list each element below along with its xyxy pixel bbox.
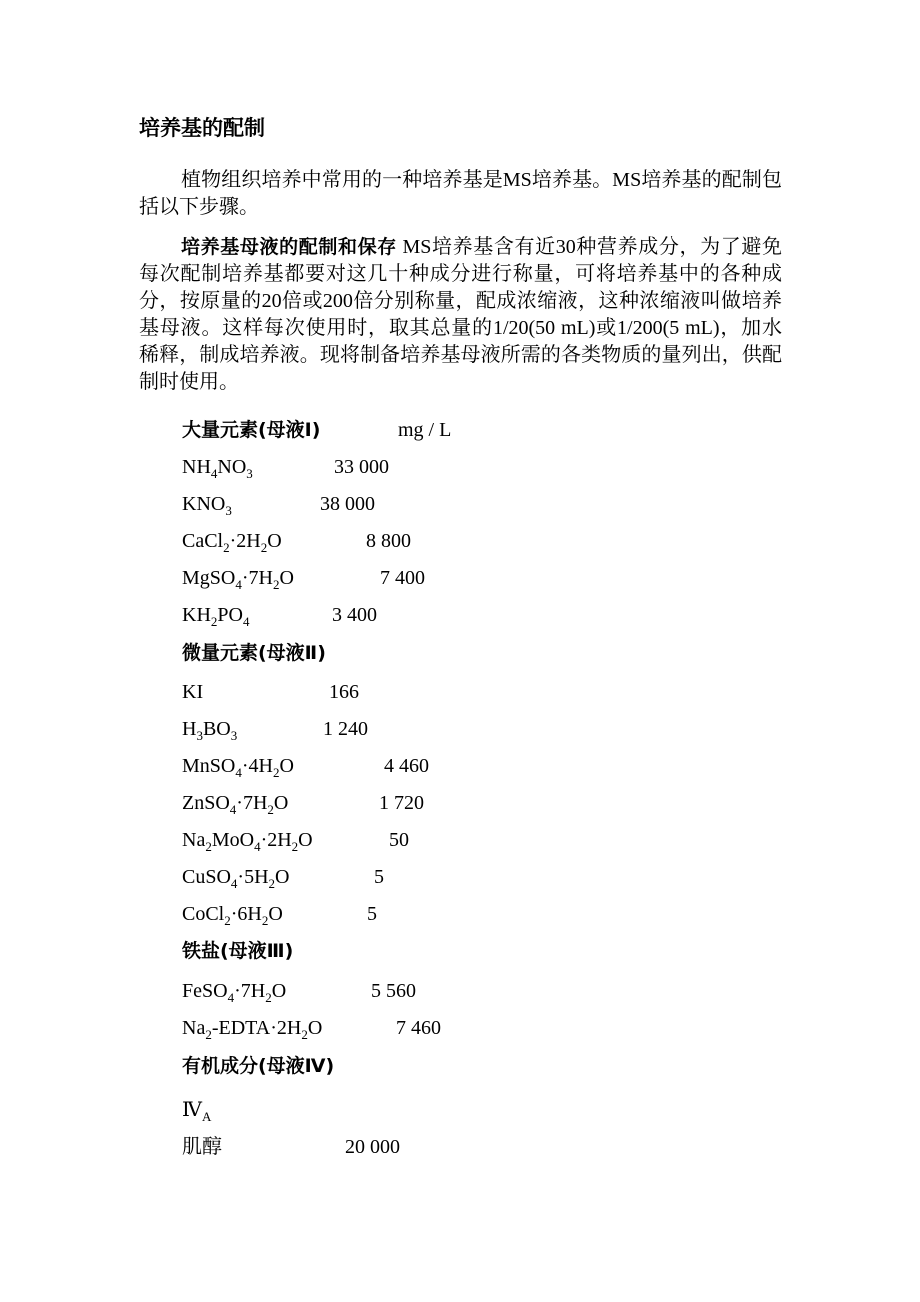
compound-name: $NH_4NO_3$ [182, 456, 253, 481]
compound-name: $H_3BO_3$ [182, 718, 238, 743]
compound-amount: 1 240 [323, 718, 368, 740]
compound-amount: 4 460 [384, 755, 429, 777]
compound-amount: 20 000 [345, 1136, 400, 1158]
compound-name: $CoCl_2\cdot 6H_2O$ [182, 903, 283, 928]
compound-amount: 50 [389, 829, 409, 851]
compound-amount: 3 400 [332, 604, 377, 626]
section-text: MS培养基含有近30种营养成分，为了避免每次配制培养基都要对这几十种成分进行称量，可将培养基中的各种成分，按原量的20倍或200倍分别称量，配成浓缩液，这种浓缩液叫做培养基母液。这样每次使用时，取其总量的1/20(50 mL)或1/200(5 mL)，加水稀释，制成培养液。现将制备培养基母液所需的各类物质的量列出，供配制时使用。 [139, 236, 782, 393]
compound-amount: 5 [374, 866, 384, 888]
unit-label: mg / L [398, 419, 452, 441]
intro-paragraph: 植物组织培养中常用的一种培养基是MS培养基。MS培养基的配制包括以下步骤。 [139, 169, 782, 218]
compound-name: $KH_2PO_4$ [182, 604, 250, 629]
compound-name: $KNO_3$ [182, 493, 232, 518]
section-heading: 培养基母液的配制和保存 [181, 236, 397, 258]
stock-solution-paragraph [139, 234, 782, 396]
compound-amount: 5 560 [371, 980, 416, 1002]
organic-heading: 有机成分(母液Ⅳ) [182, 1055, 335, 1077]
compound-name: $MnSO_4\cdot 4H_2O$ [182, 755, 294, 780]
micro-heading: 微量元素(母液Ⅱ) [182, 642, 326, 664]
compound-amount: 33 000 [334, 456, 389, 478]
compound-name: $CuSO_4\cdot 5H_2O$ [182, 866, 290, 891]
compound-amount: 7 400 [380, 567, 425, 589]
organic-subgroup-label: $Ⅳ_A$ [182, 1099, 212, 1124]
compound-name: $FeSO_4\cdot 7H_2O$ [182, 980, 287, 1005]
compound-amount: 1 720 [379, 792, 424, 814]
compound-name: $CaCl_2\cdot 2H_2O$ [182, 530, 282, 555]
compound-name: $Na_2MoO_4\cdot 2H_2O$ [182, 829, 313, 854]
compound-name: $MgSO_4\cdot 7H_2O$ [182, 567, 294, 592]
macro-heading: 大量元素(母液Ⅰ) [182, 419, 321, 441]
iron-heading: 铁盐(母液Ⅲ) [182, 940, 294, 962]
page-title: 培养基的配制 [139, 116, 265, 140]
compound-amount: 38 000 [320, 493, 375, 515]
compound-amount: 5 [367, 903, 377, 925]
compound-name: $Na_2-EDTA\cdot 2H_2O$ [182, 1017, 323, 1042]
compound-name: 肌醇 [182, 1136, 222, 1158]
compound-amount: 8 800 [366, 530, 411, 552]
compound-amount: 7 460 [396, 1017, 441, 1039]
compound-amount: 166 [329, 681, 359, 703]
compound-name: $ZnSO_4\cdot 7H_2O$ [182, 792, 289, 817]
compound-name: KI [182, 681, 204, 703]
